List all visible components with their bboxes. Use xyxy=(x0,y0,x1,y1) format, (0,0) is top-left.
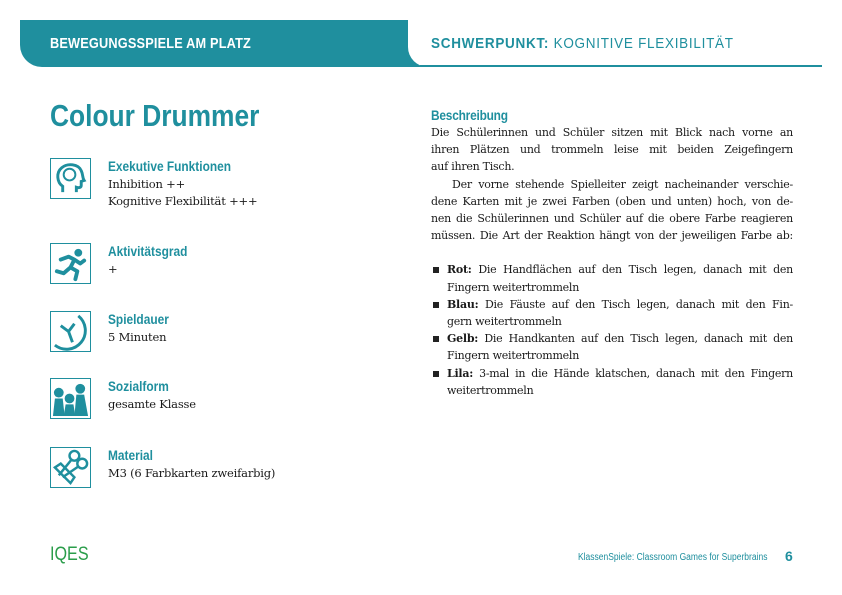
group-icon xyxy=(50,378,91,419)
value-line: Kognitive Flexibilität +++ xyxy=(108,194,258,208)
page-title: Colour Drummer xyxy=(50,98,260,133)
paragraph-1 xyxy=(431,124,793,176)
page-number: 6 xyxy=(785,548,793,564)
value-line: Inhibition ++ xyxy=(108,177,186,191)
brain-head-icon xyxy=(50,158,91,199)
text-line: ihren Plätzen und trommeln leise mit beiden Zeigefingern xyxy=(431,143,793,157)
bullet-term: Lila: xyxy=(447,366,474,380)
bullet-text: Fingern weitertrommeln xyxy=(447,349,580,363)
attribute-value: M3 (6 Farbkarten zweifarbig) xyxy=(108,466,276,480)
iqes-logo: IQES xyxy=(50,544,89,565)
focus-value: KOGNITIVE FLEXIBILITÄT xyxy=(553,35,734,52)
text-line: Die Schülerinnen und Schüler sitzen mit Blick nach vorne an xyxy=(431,126,793,139)
attribute-label: Exekutive Funktionen xyxy=(108,158,231,174)
list-item-lila xyxy=(431,365,793,399)
attribute-label: Sozialform xyxy=(108,378,169,394)
attribute-value: + xyxy=(108,262,118,276)
description xyxy=(431,106,793,399)
bullet-term: Gelb: xyxy=(447,332,479,346)
attribute-value xyxy=(108,176,257,210)
list-item-rot xyxy=(431,261,793,295)
bullet-text: Die Handflächen auf den Tisch legen, danach mit den xyxy=(478,263,793,277)
text-line: auf ihren Tisch. xyxy=(431,160,515,174)
text-line: nen die Schülerinnen und Schüler auf die obere Farbe reagieren xyxy=(431,212,793,226)
attribute-label: Aktivitätsgrad xyxy=(108,243,188,259)
scissors-pencil-icon xyxy=(50,447,91,488)
focus-title xyxy=(431,35,734,52)
focus-label: SCHWERPUNKT: xyxy=(431,35,550,52)
attribute-label: Spieldauer xyxy=(108,311,169,327)
footer-series: KlassenSpiele: Classroom Games for Superbrains xyxy=(578,552,768,563)
bullet-text: Fingern weitertrommeln xyxy=(447,280,580,294)
text-line: dene Karten mit je zwei Farben (oben und unten) hoch, von de- xyxy=(431,194,793,208)
bullet-text: 3-mal in die Hände klatschen, danach mit den Fingern xyxy=(479,366,793,380)
attribute-value: gesamte Klasse xyxy=(108,397,196,411)
section-title: BEWEGUNGSSPIELE AM PLATZ xyxy=(50,35,252,52)
attribute-label: Material xyxy=(108,447,153,463)
running-person-icon xyxy=(50,243,91,284)
bullet-term: Blau: xyxy=(447,297,479,311)
attribute-value: 5 Minuten xyxy=(108,330,167,344)
header-rule xyxy=(420,65,822,67)
bullet-text: Die Fäuste auf den Tisch legen, danach mit den Fin- xyxy=(484,297,793,311)
text-line: müssen. Die Art der Reaktion hängt von der jeweiligen Farbe ab: xyxy=(431,229,793,243)
bullet-term: Rot: xyxy=(447,263,472,277)
bullet-text: weitertrommeln xyxy=(447,383,534,397)
text-line: Der vorne stehende Spielleiter zeigt nacheinander verschie- xyxy=(452,177,793,191)
color-rules-list xyxy=(431,261,793,399)
clock-icon xyxy=(50,311,91,352)
list-item-gelb xyxy=(431,330,793,364)
paragraph-2 xyxy=(431,176,793,245)
list-item-blau xyxy=(431,296,793,330)
bullet-text: gern weitertrommeln xyxy=(447,315,562,329)
description-heading: Beschreibung xyxy=(431,107,508,123)
bullet-text: Die Handkanten auf den Tisch legen, danach mit den xyxy=(484,332,793,346)
